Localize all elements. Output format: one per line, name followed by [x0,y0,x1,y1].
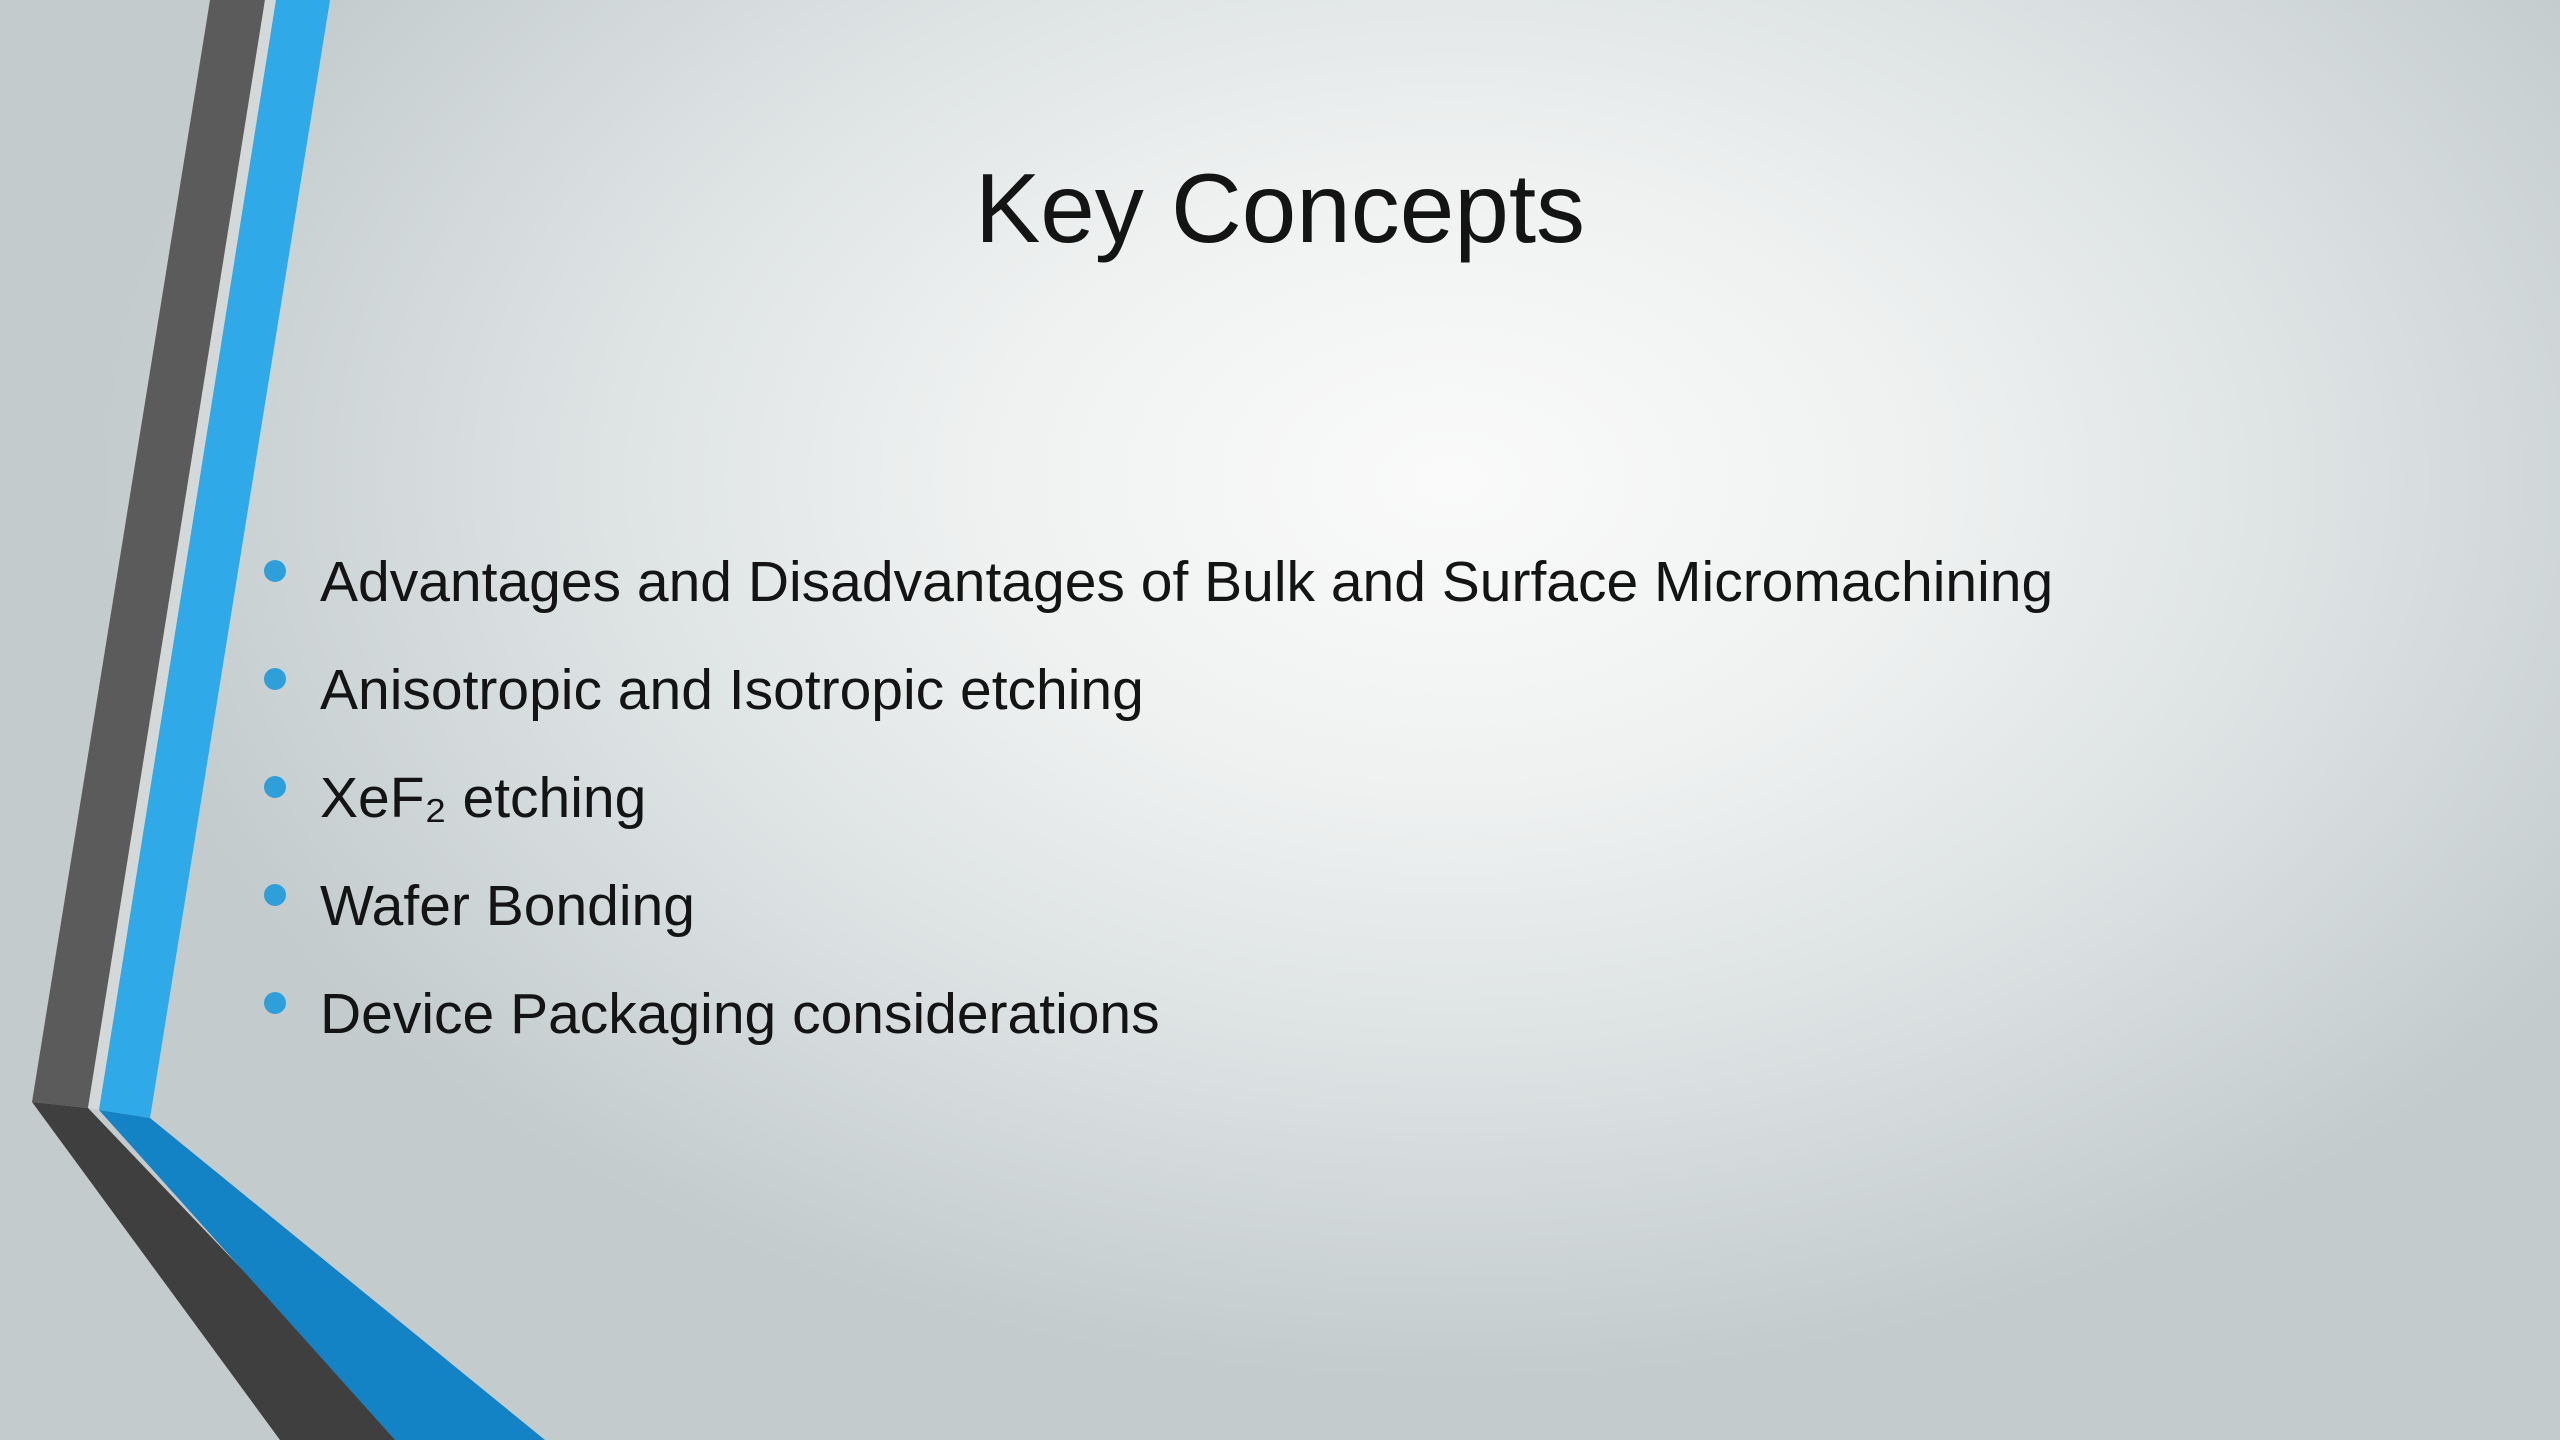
bullet-dot-icon [264,884,286,906]
light-stripe [88,0,276,1110]
bullet-dot-icon [264,560,286,582]
bullet-list [258,542,2053,1082]
bullet-text: Anisotropic and Isotropic etching [320,658,1144,722]
bullet-item [258,650,2053,758]
bullet-item [258,866,2053,974]
bullet-item [258,758,2053,866]
bullet-dot-icon [264,992,286,1014]
bullet-text: Device Packaging considerations [320,982,1160,1046]
dark-diagonal [32,1102,405,1440]
bullet-text: Wafer Bonding [320,874,695,938]
bullet-text: XeF₂ etching [320,766,647,830]
slide-title: Key Concepts [974,153,1586,263]
bullet-item [258,542,2053,650]
bullet-dot-icon [264,776,286,798]
bullet-dot-icon [264,668,286,690]
bullet-item [258,974,2053,1082]
bullet-text: Advantages and Disadvantages of Bulk and Surface Micromachining [320,550,2054,614]
